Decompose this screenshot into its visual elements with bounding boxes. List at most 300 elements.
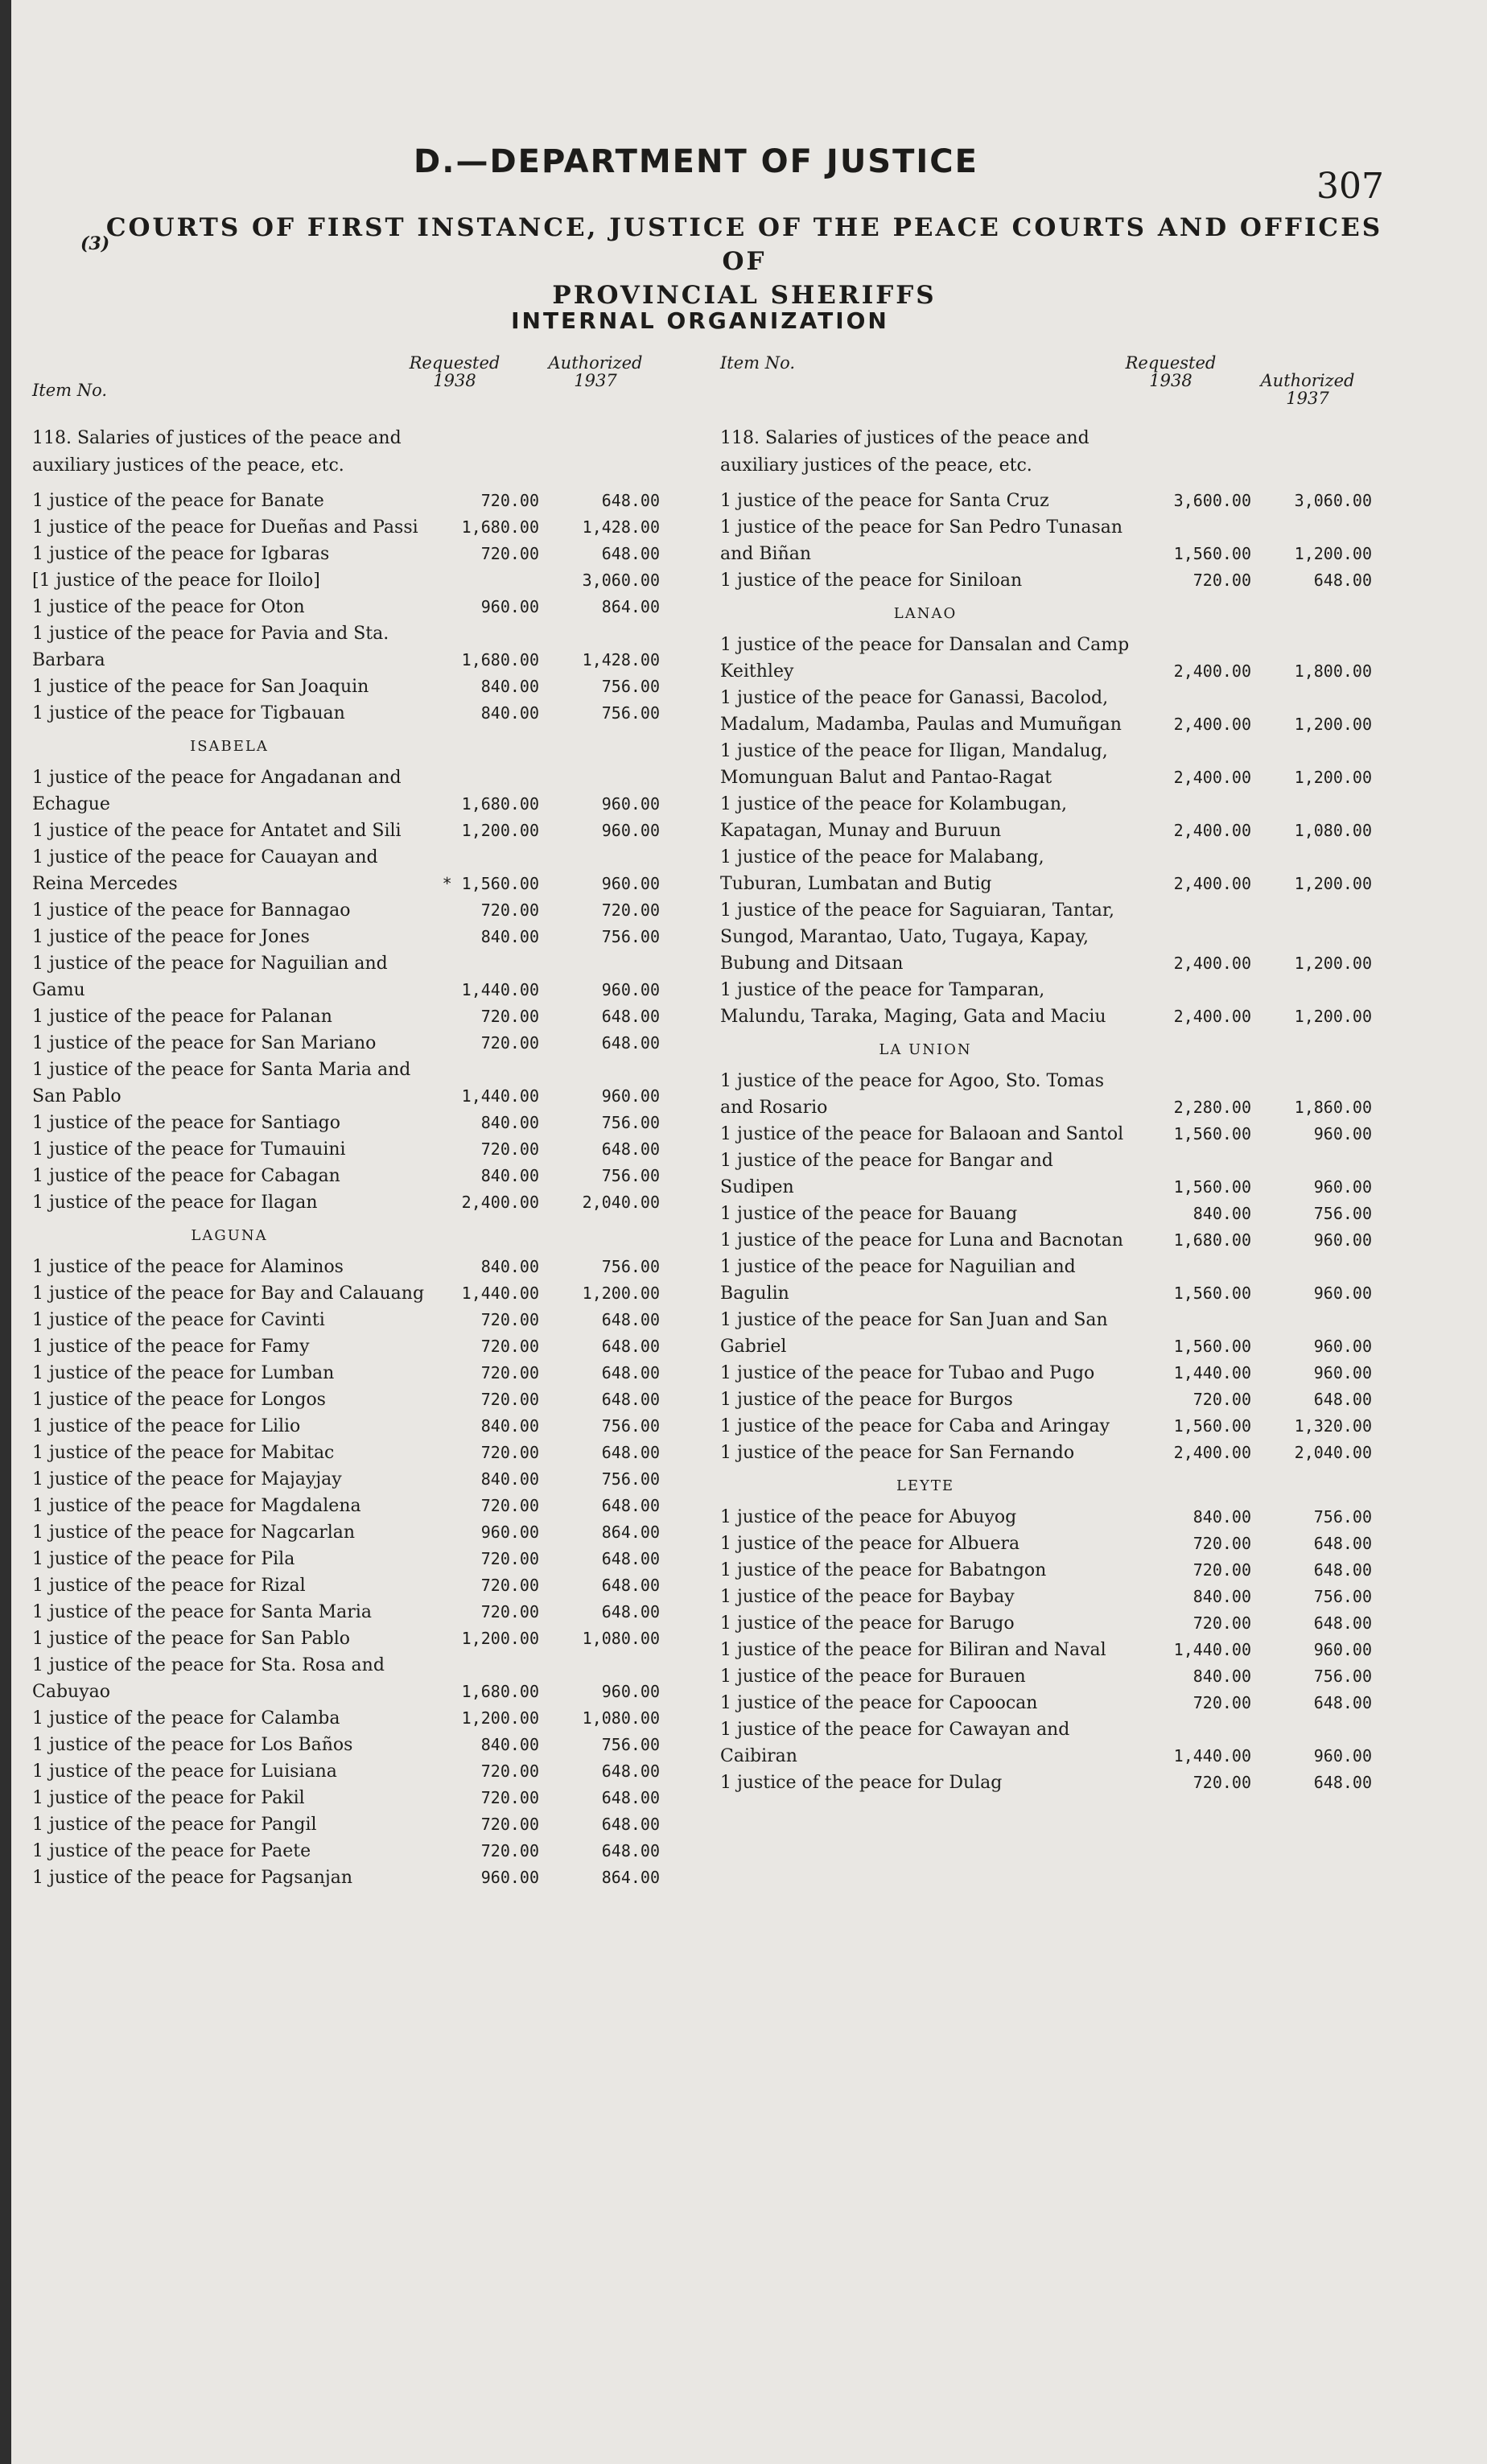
requested-amount: 720.00 xyxy=(1192,1613,1251,1633)
requested-amount: 720.00 xyxy=(1192,1773,1251,1792)
table-row xyxy=(32,1546,676,1572)
requested-amount: 960.00 xyxy=(480,1868,539,1887)
authorized-amount: 960.00 xyxy=(601,1086,660,1106)
requested-amount: 840.00 xyxy=(480,703,539,723)
authorized-amount: 1,200.00 xyxy=(1294,954,1372,973)
authorized-amount: 720.00 xyxy=(601,900,660,920)
authorized-amount: 1,428.00 xyxy=(582,650,660,670)
entry-description: 1 justice of the peace for San Juan and San Gabriel xyxy=(720,1310,1108,1357)
table-row xyxy=(32,1110,676,1136)
table-row xyxy=(32,1280,676,1307)
entry-description: 1 justice of the peace for Pangil xyxy=(32,1815,317,1835)
entry-description: 1 justice of the peace for Ganassi, Bacolod, Madalum, Madamba, Paulas and Mumuñgan xyxy=(720,688,1122,735)
table-row xyxy=(720,1413,1388,1440)
requested-amount: 1,200.00 xyxy=(461,821,539,840)
authorized-amount: 1,080.00 xyxy=(582,1708,660,1728)
requested-amount: 720.00 xyxy=(480,1815,539,1834)
authorized-amount: 648.00 xyxy=(601,1337,660,1356)
entry-description: 1 justice of the peace for San Mariano xyxy=(32,1033,377,1053)
requested-amount: 720.00 xyxy=(480,1576,539,1595)
entry-description: 1 justice of the peace for Famy xyxy=(32,1337,310,1357)
authorized-amount: 756.00 xyxy=(1313,1507,1372,1527)
authorized-amount: 1,200.00 xyxy=(1294,1007,1372,1026)
authorized-amount: 1,200.00 xyxy=(1294,715,1372,734)
authorized-amount: 960.00 xyxy=(1313,1363,1372,1382)
table-row xyxy=(720,1201,1388,1227)
authorized-amount: 648.00 xyxy=(601,1496,660,1515)
requested-amount: 720.00 xyxy=(1192,1534,1251,1553)
requested-amount: 720.00 xyxy=(1192,571,1251,590)
requested-amount: 1,680.00 xyxy=(461,517,539,537)
requested-amount: 1,440.00 xyxy=(461,1086,539,1106)
requested-amount: 840.00 xyxy=(480,1416,539,1436)
entry-description: 1 justice of the peace for Majayjay xyxy=(32,1469,342,1490)
requested-amount: 1,680.00 xyxy=(461,794,539,814)
authorized-amount: 960.00 xyxy=(1313,1337,1372,1356)
authorized-amount: 648.00 xyxy=(1313,1773,1372,1792)
section-number: (3) xyxy=(80,233,110,254)
entry-description: 1 justice of the peace for Magdalena xyxy=(32,1496,361,1516)
table-row xyxy=(32,1333,676,1360)
authorized-amount: 960.00 xyxy=(1313,1177,1372,1197)
requested-amount: * 1,560.00 xyxy=(442,874,539,893)
authorized-amount: 756.00 xyxy=(601,1416,660,1436)
table-row xyxy=(720,1068,1388,1121)
item-intro: 118. Salaries of justices of the peace and auxiliary justices of the peace, etc. xyxy=(32,428,402,476)
subtitle: INTERNAL ORGANIZATION xyxy=(511,307,889,334)
authorized-amount: 1,200.00 xyxy=(1294,768,1372,787)
table-row xyxy=(720,685,1388,738)
page-number: 307 xyxy=(1316,166,1384,207)
requested-amount: 840.00 xyxy=(480,1735,539,1754)
authorized-amount: 648.00 xyxy=(601,1788,660,1807)
authorized-amount: 648.00 xyxy=(1313,1534,1372,1553)
requested-amount: 2,400.00 xyxy=(1173,1443,1251,1462)
table-row xyxy=(720,1387,1388,1413)
requested-amount: 2,400.00 xyxy=(1173,874,1251,893)
entry-description: 1 justice of the peace for Los Baños xyxy=(32,1735,353,1755)
entry-description: [1 justice of the peace for Iloilo] xyxy=(32,571,320,591)
authorized-amount: 756.00 xyxy=(601,703,660,723)
table-row xyxy=(32,764,676,818)
table-row xyxy=(32,924,676,950)
requested-amount: 2,400.00 xyxy=(1173,821,1251,840)
requested-amount: 1,680.00 xyxy=(461,1682,539,1701)
authorized-amount: 648.00 xyxy=(1313,1613,1372,1633)
table-row xyxy=(720,1531,1388,1557)
authorized-amount: 648.00 xyxy=(601,1139,660,1159)
requested-amount: 2,400.00 xyxy=(1173,715,1251,734)
table-row xyxy=(32,620,676,674)
authorized-amount: 960.00 xyxy=(601,874,660,893)
authorized-amount: 960.00 xyxy=(1313,1640,1372,1659)
requested-amount: 720.00 xyxy=(480,1033,539,1053)
requested-amount: 2,400.00 xyxy=(1173,1007,1251,1026)
requested-amount: 2,400.00 xyxy=(1173,768,1251,787)
table-row xyxy=(720,1227,1388,1254)
table-row xyxy=(720,1440,1388,1466)
requested-amount: 840.00 xyxy=(480,1113,539,1132)
authorized-amount: 2,040.00 xyxy=(582,1193,660,1212)
table-row xyxy=(32,1599,676,1625)
province-heading: LAGUNA xyxy=(191,1227,268,1244)
entry-description: 1 justice of the peace for Pila xyxy=(32,1549,295,1569)
table-row xyxy=(720,1254,1388,1307)
entry-description: 1 justice of the peace for Malabang, Tuburan, Lumbatan and Butig xyxy=(720,847,1044,894)
requested-amount: 840.00 xyxy=(480,677,539,696)
table-row xyxy=(32,818,676,844)
entry-description: 1 justice of the peace for Abuyog xyxy=(720,1507,1017,1527)
entry-description: 1 justice of the peace for Nagcarlan xyxy=(32,1522,356,1543)
authorized-amount: 960.00 xyxy=(1313,1284,1372,1303)
entry-description: 1 justice of the peace for Luisiana xyxy=(32,1761,337,1782)
entry-description: 1 justice of the peace for Pagsanjan xyxy=(32,1868,353,1888)
authorized-amount: 864.00 xyxy=(601,597,660,616)
table-row xyxy=(720,1716,1388,1770)
entry-description: 1 justice of the peace for Cavinti xyxy=(32,1310,325,1330)
table-row xyxy=(32,1307,676,1333)
requested-amount: 720.00 xyxy=(480,900,539,920)
entry-description: 1 justice of the peace for Siniloan xyxy=(720,571,1023,591)
authorized-amount: 1,200.00 xyxy=(1294,874,1372,893)
table-row xyxy=(32,1705,676,1732)
authorized-label: Authorized 1937 xyxy=(1260,371,1355,408)
entry-description: 1 justice of the peace for Tubao and Pugo xyxy=(720,1363,1095,1383)
table-row xyxy=(32,1136,676,1163)
requested-amount: 720.00 xyxy=(1192,1560,1251,1580)
table-row xyxy=(720,1121,1388,1148)
table-row xyxy=(32,1189,676,1216)
table-row xyxy=(32,1254,676,1280)
table-row xyxy=(32,1493,676,1519)
authorized-amount: 648.00 xyxy=(601,1310,660,1329)
province-heading: LA UNION xyxy=(879,1041,972,1058)
entry-description: 1 justice of the peace for Capoocan xyxy=(720,1693,1038,1713)
table-row xyxy=(32,674,676,700)
requested-amount: 720.00 xyxy=(480,1310,539,1329)
requested-amount: 720.00 xyxy=(480,1549,539,1568)
authorized-amount: 1,080.00 xyxy=(582,1629,660,1648)
requested-amount: 720.00 xyxy=(480,1007,539,1026)
authorized-amount: 960.00 xyxy=(601,1682,660,1701)
entry-description: 1 justice of the peace for Tumauini xyxy=(32,1139,346,1160)
authorized-amount: 756.00 xyxy=(1313,1667,1372,1686)
column-header xyxy=(32,354,676,425)
entry-description: 1 justice of the peace for Calamba xyxy=(32,1708,340,1729)
entry-description: 1 justice of the peace for Barugo xyxy=(720,1613,1015,1634)
section-title-line2: PROVINCIAL SHERIFFS xyxy=(552,281,937,310)
requested-amount: 2,400.00 xyxy=(461,1193,539,1212)
authorized-amount: 648.00 xyxy=(1313,1390,1372,1409)
item-no-label: Item No. xyxy=(720,353,796,373)
section-title-line1: COURTS OF FIRST INSTANCE, JUSTICE OF THE PEACE COURTS AND OFFICES OF xyxy=(105,213,1383,276)
requested-amount: 1,440.00 xyxy=(1173,1640,1251,1659)
authorized-amount: 960.00 xyxy=(1313,1746,1372,1766)
province-heading: LANAO xyxy=(893,605,958,622)
table-row xyxy=(32,541,676,567)
entry-description: 1 justice of the peace for Bay and Calauang xyxy=(32,1284,425,1304)
table-row xyxy=(32,1387,676,1413)
table-row xyxy=(32,1413,676,1440)
table-row xyxy=(32,1519,676,1546)
table-row xyxy=(32,594,676,620)
table-row xyxy=(720,1770,1388,1796)
requested-amount: 840.00 xyxy=(1192,1204,1251,1223)
entry-description: 1 justice of the peace for Saguiaran, Tantar, Sungod, Marantao, Uato, Tugaya, Kapay, Bubung and Ditsaan xyxy=(720,900,1115,974)
entry-description: 1 justice of the peace for Tamparan, Malundu, Taraka, Maging, Gata and Maciu xyxy=(720,980,1106,1027)
table-row xyxy=(32,1625,676,1652)
requested-amount: 840.00 xyxy=(480,927,539,946)
item-no-label: Item No. xyxy=(32,381,108,400)
table-row xyxy=(32,1838,676,1864)
entry-description: 1 justice of the peace for Antatet and Sili xyxy=(32,821,402,841)
requested-amount: 1,560.00 xyxy=(1173,1177,1251,1197)
requested-amount: 1,560.00 xyxy=(1173,544,1251,563)
requested-amount: 720.00 xyxy=(480,1139,539,1159)
authorized-amount: 648.00 xyxy=(601,1363,660,1382)
requested-amount: 840.00 xyxy=(1192,1507,1251,1527)
requested-amount: 1,560.00 xyxy=(1173,1284,1251,1303)
item-intro: 118. Salaries of justices of the peace and auxiliary justices of the peace, etc. xyxy=(720,428,1090,476)
authorized-amount: 3,060.00 xyxy=(582,571,660,590)
requested-amount: 1,440.00 xyxy=(1173,1363,1251,1382)
authorized-amount: 648.00 xyxy=(1313,571,1372,590)
table-row xyxy=(32,514,676,541)
requested-amount: 720.00 xyxy=(480,1602,539,1621)
entry-description: 1 justice of the peace for Baybay xyxy=(720,1587,1015,1607)
table-row xyxy=(32,1758,676,1785)
entry-description: 1 justice of the peace for Lilio xyxy=(32,1416,301,1436)
table-row xyxy=(32,1732,676,1758)
requested-amount: 1,440.00 xyxy=(461,980,539,999)
authorized-amount: 960.00 xyxy=(601,821,660,840)
entry-description: 1 justice of the peace for San Joaquin xyxy=(32,677,369,697)
entry-description: 1 justice of the peace for Bangar and Sudipen xyxy=(720,1151,1053,1197)
authorized-amount: 756.00 xyxy=(1313,1204,1372,1223)
entry-description: 1 justice of the peace for San Pedro Tunasan and Biñan xyxy=(720,517,1123,564)
entry-description: 1 justice of the peace for Mabitac xyxy=(32,1443,335,1463)
entry-description: 1 justice of the peace for Santiago xyxy=(32,1113,341,1133)
entry-description: 1 justice of the peace for Balaoan and Santol xyxy=(720,1124,1124,1144)
entry-description: 1 justice of the peace for Bannagao xyxy=(32,900,351,921)
authorized-amount: 648.00 xyxy=(601,1841,660,1860)
authorized-amount: 648.00 xyxy=(601,1007,660,1026)
requested-amount: 840.00 xyxy=(1192,1587,1251,1606)
requested-amount: 1,200.00 xyxy=(461,1629,539,1648)
requested-amount: 1,440.00 xyxy=(1173,1746,1251,1766)
entry-description: 1 justice of the peace for Cabagan xyxy=(32,1166,340,1186)
requested-amount: 720.00 xyxy=(1192,1693,1251,1712)
authorized-amount: 648.00 xyxy=(1313,1693,1372,1712)
table-row xyxy=(32,700,676,727)
authorized-amount: 648.00 xyxy=(601,1033,660,1053)
authorized-amount: 1,200.00 xyxy=(582,1284,660,1303)
requested-label: Requested 1938 xyxy=(409,353,500,390)
requested-amount: 720.00 xyxy=(480,1390,539,1409)
authorized-amount: 1,320.00 xyxy=(1294,1416,1372,1436)
table-row xyxy=(720,1610,1388,1637)
table-row xyxy=(32,1440,676,1466)
authorized-amount: 960.00 xyxy=(1313,1124,1372,1143)
table-row xyxy=(32,1030,676,1057)
requested-amount: 720.00 xyxy=(480,1841,539,1860)
requested-amount: 1,200.00 xyxy=(461,1708,539,1728)
entry-description: 1 justice of the peace for Babatngon xyxy=(720,1560,1047,1580)
requested-amount: 720.00 xyxy=(480,1363,539,1382)
left-column xyxy=(32,354,676,1891)
authorized-amount: 960.00 xyxy=(1313,1230,1372,1250)
authorized-amount: 756.00 xyxy=(1313,1587,1372,1606)
requested-amount: 720.00 xyxy=(480,491,539,510)
province-heading: LEYTE xyxy=(896,1477,955,1494)
entry-description: 1 justice of the peace for Cawayan and Caibiran xyxy=(720,1720,1070,1766)
authorized-amount: 1,800.00 xyxy=(1294,661,1372,681)
table-row xyxy=(32,1360,676,1387)
table-row xyxy=(720,1360,1388,1387)
table-row xyxy=(720,977,1388,1030)
province-heading: ISABELA xyxy=(190,738,269,755)
table-row xyxy=(32,1003,676,1030)
authorized-amount: 3,060.00 xyxy=(1294,491,1372,510)
entry-description: 1 justice of the peace for Santa Maria xyxy=(32,1602,372,1622)
authorized-amount: 648.00 xyxy=(601,544,660,563)
authorized-amount: 648.00 xyxy=(601,1549,660,1568)
entry-description: 1 justice of the peace for Santa Maria and San Pablo xyxy=(32,1060,411,1106)
entry-description: 1 justice of the peace for Pakil xyxy=(32,1788,305,1808)
requested-amount: 1,680.00 xyxy=(1173,1230,1251,1250)
entry-description: 1 justice of the peace for Jones xyxy=(32,927,310,947)
requested-amount: 720.00 xyxy=(480,1761,539,1781)
table-row xyxy=(720,791,1388,844)
table-row xyxy=(32,844,676,897)
entry-description: 1 justice of the peace for Bauang xyxy=(720,1204,1018,1224)
entry-description: 1 justice of the peace for Lumban xyxy=(32,1363,335,1383)
requested-amount: 720.00 xyxy=(1192,1390,1251,1409)
authorized-amount: 1,428.00 xyxy=(582,517,660,537)
authorized-amount: 648.00 xyxy=(1313,1560,1372,1580)
entry-description: 1 justice of the peace for San Pablo xyxy=(32,1629,350,1649)
table-row xyxy=(32,488,676,514)
table-row xyxy=(720,1690,1388,1716)
requested-amount: 2,280.00 xyxy=(1173,1098,1251,1117)
table-row xyxy=(32,1811,676,1838)
authorized-amount: 864.00 xyxy=(601,1868,660,1887)
table-row xyxy=(32,1652,676,1705)
authorized-amount: 756.00 xyxy=(601,1257,660,1276)
requested-amount: 1,560.00 xyxy=(1173,1416,1251,1436)
entry-description: 1 justice of the peace for Dansalan and Camp Keithley xyxy=(720,635,1130,682)
requested-amount: 720.00 xyxy=(480,1788,539,1807)
entry-description: 1 justice of the peace for Caba and Aringay xyxy=(720,1416,1110,1436)
table-row xyxy=(720,1307,1388,1360)
column-header xyxy=(720,354,1388,425)
requested-amount: 960.00 xyxy=(480,1522,539,1542)
table-row xyxy=(720,738,1388,791)
requested-amount: 840.00 xyxy=(480,1257,539,1276)
department-heading: D.—DEPARTMENT OF JUSTICE xyxy=(414,143,978,180)
table-row xyxy=(720,1557,1388,1584)
entry-description: 1 justice of the peace for Santa Cruz xyxy=(720,491,1049,511)
requested-amount: 1,560.00 xyxy=(1173,1337,1251,1356)
table-row xyxy=(720,844,1388,897)
authorized-amount: 756.00 xyxy=(601,1735,660,1754)
entry-description: 1 justice of the peace for Pavia and Sta. Barbara xyxy=(32,624,389,670)
authorized-amount: 1,200.00 xyxy=(1294,544,1372,563)
requested-amount: 1,440.00 xyxy=(461,1284,539,1303)
table-row xyxy=(720,567,1388,594)
entry-description: 1 justice of the peace for Igbaras xyxy=(32,544,330,564)
requested-amount: 720.00 xyxy=(480,1443,539,1462)
authorized-amount: 756.00 xyxy=(601,1469,660,1489)
entry-description: 1 justice of the peace for Ilagan xyxy=(32,1193,318,1213)
authorized-amount: 756.00 xyxy=(601,677,660,696)
entry-description: 1 justice of the peace for Cauayan and Reina Mercedes xyxy=(32,847,378,894)
requested-amount: 3,600.00 xyxy=(1173,491,1251,510)
entry-description: 1 justice of the peace for Biliran and Naval xyxy=(720,1640,1106,1660)
table-row xyxy=(720,897,1388,977)
table-row xyxy=(720,1504,1388,1531)
requested-amount: 2,400.00 xyxy=(1173,661,1251,681)
authorized-amount: 648.00 xyxy=(601,491,660,510)
table-row xyxy=(32,1864,676,1891)
entry-description: 1 justice of the peace for Albuera xyxy=(720,1534,1020,1554)
authorized-amount: 2,040.00 xyxy=(1294,1443,1372,1462)
table-row xyxy=(720,514,1388,567)
entry-description: 1 justice of the peace for Longos xyxy=(32,1390,326,1410)
entry-description: 1 justice of the peace for Dulag xyxy=(720,1773,1003,1793)
requested-amount: 720.00 xyxy=(480,544,539,563)
entry-description: 1 justice of the peace for Alaminos xyxy=(32,1257,344,1277)
entry-description: 1 justice of the peace for Sta. Rosa and Cabuyao xyxy=(32,1655,385,1702)
requested-amount: 2,400.00 xyxy=(1173,954,1251,973)
table-row xyxy=(32,1572,676,1599)
authorized-amount: 1,860.00 xyxy=(1294,1098,1372,1117)
table-row xyxy=(32,1466,676,1493)
entry-description: 1 justice of the peace for Dueñas and Passi xyxy=(32,517,418,538)
section-title xyxy=(80,211,1408,312)
authorized-amount: 648.00 xyxy=(601,1761,660,1781)
authorized-amount: 648.00 xyxy=(601,1815,660,1834)
entry-description: 1 justice of the peace for Angadanan and Echague xyxy=(32,768,402,814)
entry-description: 1 justice of the peace for Agoo, Sto. Tomas and Rosario xyxy=(720,1071,1105,1118)
table-row xyxy=(32,567,676,594)
authorized-amount: 864.00 xyxy=(601,1522,660,1542)
authorized-amount: 1,080.00 xyxy=(1294,821,1372,840)
entry-description: 1 justice of the peace for Palanan xyxy=(32,1007,332,1027)
table-row xyxy=(720,632,1388,685)
requested-amount: 720.00 xyxy=(480,1337,539,1356)
entry-description: 1 justice of the peace for Rizal xyxy=(32,1576,306,1596)
authorized-amount: 960.00 xyxy=(601,794,660,814)
requested-label: Requested 1938 xyxy=(1125,353,1217,390)
entry-description: 1 justice of the peace for Naguilian and Gamu xyxy=(32,954,388,1000)
table-row xyxy=(720,488,1388,514)
requested-amount: 840.00 xyxy=(480,1166,539,1185)
entry-description: 1 justice of the peace for Burgos xyxy=(720,1390,1013,1410)
entry-description: 1 justice of the peace for San Fernando xyxy=(720,1443,1075,1463)
authorized-amount: 960.00 xyxy=(601,980,660,999)
authorized-label: Authorized 1937 xyxy=(548,353,643,390)
table-row xyxy=(720,1148,1388,1201)
entry-description: 1 justice of the peace for Kolambugan, Kapatagan, Munay and Buruun xyxy=(720,794,1068,841)
requested-amount: 960.00 xyxy=(480,597,539,616)
table-row xyxy=(720,1663,1388,1690)
table-row xyxy=(32,1785,676,1811)
requested-amount: 840.00 xyxy=(480,1469,539,1489)
entry-description: 1 justice of the peace for Iligan, Mandalug, Momunguan Balut and Pantao-Ragat xyxy=(720,741,1108,788)
right-column xyxy=(720,354,1388,1796)
table-row xyxy=(720,1637,1388,1663)
